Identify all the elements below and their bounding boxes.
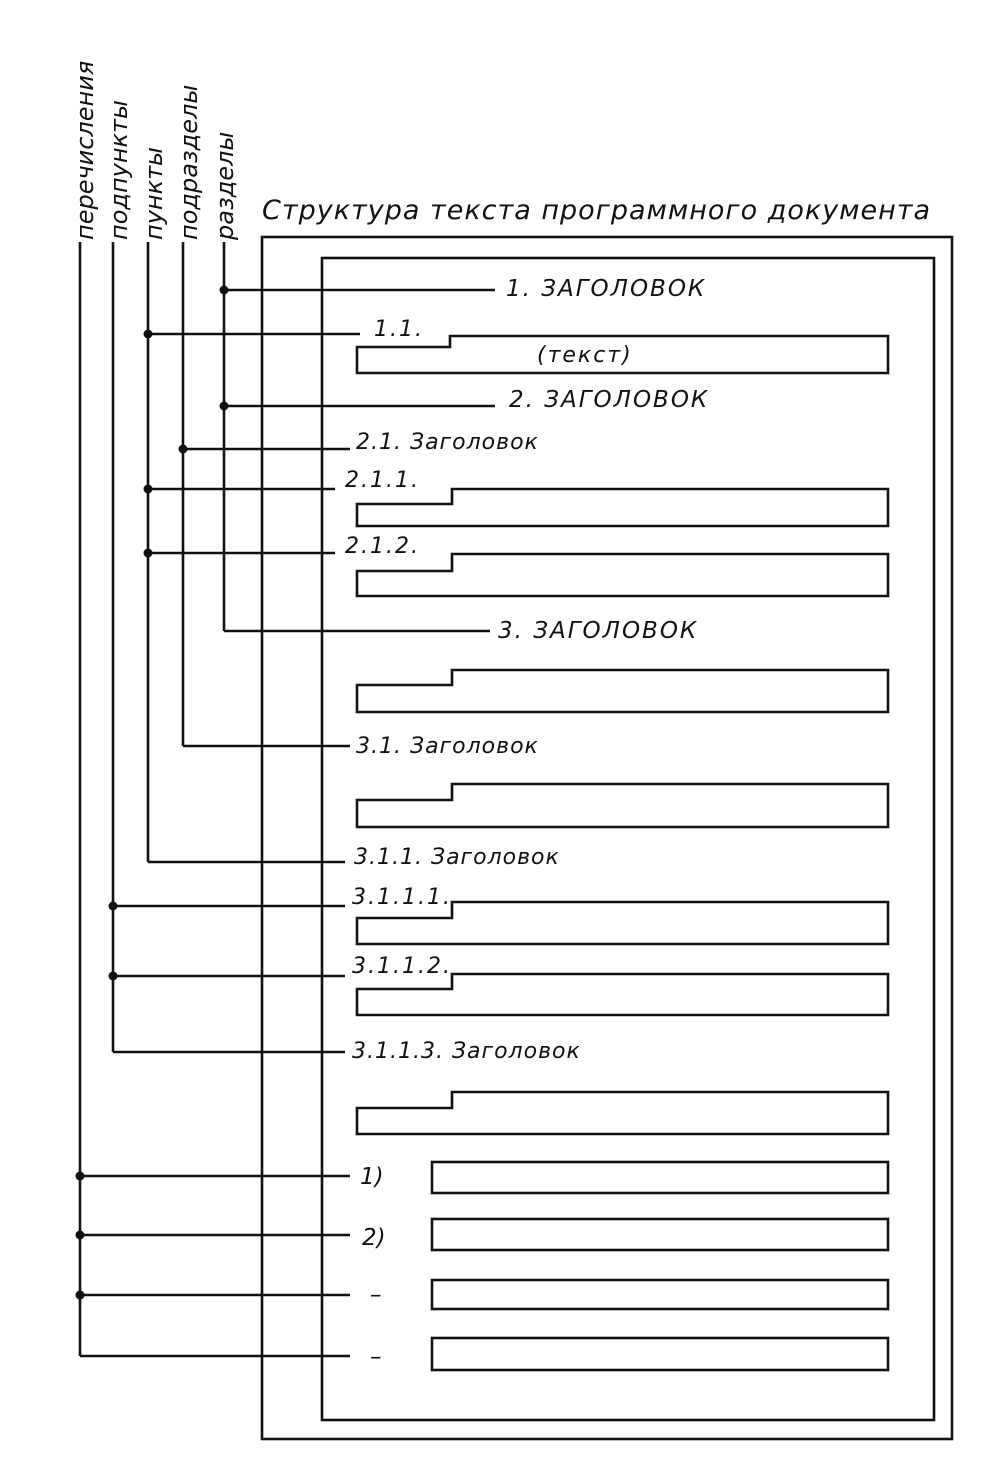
entry-1-1: 1.1. bbox=[374, 317, 424, 342]
label-podpunkty: подпункты bbox=[105, 100, 133, 240]
entry-3-1-1-1: 3.1.1.1. bbox=[352, 885, 452, 910]
entry-2-1-heading: 2.1. Заголовок bbox=[356, 430, 539, 455]
entry-3-1-1-heading: 3.1.1. Заголовок bbox=[354, 845, 560, 870]
entry-2-1-2: 2.1.2. bbox=[345, 534, 420, 559]
text-block bbox=[357, 670, 888, 712]
enumeration-box bbox=[432, 1219, 888, 1250]
label-perechisleniya: перечисления bbox=[71, 60, 99, 240]
text-block bbox=[357, 489, 888, 526]
entry-3-heading: 3. ЗАГОЛОВОК bbox=[498, 618, 699, 644]
enumeration-box bbox=[432, 1280, 888, 1309]
enumeration-box bbox=[432, 1338, 888, 1370]
outer-page-frame bbox=[262, 237, 952, 1439]
enumeration-boxes bbox=[432, 1162, 888, 1370]
entry-3-1-1-2: 3.1.1.2. bbox=[352, 954, 452, 979]
enumeration-box bbox=[432, 1162, 888, 1193]
text-block bbox=[357, 784, 888, 827]
entry-3-1-heading: 3.1. Заголовок bbox=[356, 734, 539, 759]
label-punkty: пункты bbox=[140, 146, 168, 240]
enum-item-dash-2: – bbox=[370, 1344, 382, 1370]
entry-3-1-1-3-heading: 3.1.1.3. Заголовок bbox=[352, 1039, 581, 1064]
text-block bbox=[357, 1092, 888, 1134]
entry-text-placeholder: (текст) bbox=[537, 343, 633, 368]
diagram-title: Структура текста программного документа bbox=[262, 195, 932, 226]
enum-item-1: 1) bbox=[360, 1164, 384, 1190]
text-block bbox=[357, 554, 888, 596]
label-podrazdely: подразделы bbox=[175, 84, 203, 240]
enum-item-2: 2) bbox=[362, 1225, 386, 1251]
enum-item-dash-1: – bbox=[370, 1282, 382, 1308]
text-block bbox=[357, 974, 888, 1015]
label-razdely: разделы bbox=[211, 131, 239, 240]
entry-1-heading: 1. ЗАГОЛОВОК bbox=[506, 276, 707, 302]
entry-2-1-1: 2.1.1. bbox=[345, 468, 420, 493]
entry-2-heading: 2. ЗАГОЛОВОК bbox=[509, 387, 710, 413]
